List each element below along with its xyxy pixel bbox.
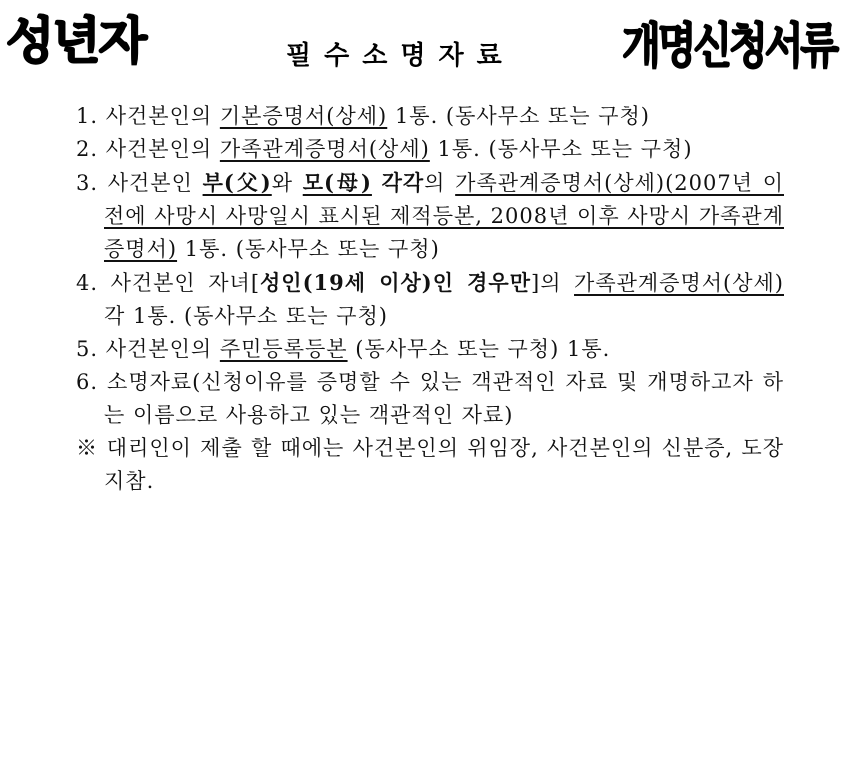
item-document: 가족관계증명서(상세) bbox=[219, 137, 430, 161]
item-number: 4. bbox=[76, 271, 99, 295]
item-prefix: 사건본인의 bbox=[105, 137, 213, 161]
proxy-note bbox=[76, 432, 784, 498]
document-list bbox=[76, 100, 784, 498]
list-item-5 bbox=[76, 333, 784, 366]
item-particle: 의 bbox=[424, 171, 446, 195]
note-text: 대리인이 제출 할 때에는 사건본인의 위임장, 사건본인의 신분증, 도장 지참. bbox=[104, 436, 784, 493]
item-number: 1. bbox=[76, 104, 99, 128]
item-text: 소명자료(신청이유를 증명할 수 있는 객관적인 자료 및 개명하고자 하는 이름으로 사용하고 있는 객관적인 자료) bbox=[104, 370, 784, 427]
item-close: ]의 bbox=[531, 271, 562, 295]
list-item-1 bbox=[76, 100, 784, 133]
item-document: 가족관계증명서(상세) bbox=[574, 271, 784, 295]
list-item-2 bbox=[76, 133, 784, 166]
item-prefix: 사건본인 자녀[ bbox=[110, 271, 261, 295]
item-suffix: (동사무소 또는 구청) 1통. bbox=[355, 337, 611, 361]
header bbox=[0, 0, 844, 90]
item-prefix: 사건본인의 bbox=[105, 337, 213, 361]
item-suffix: 각 1통. (동사무소 또는 구청) bbox=[104, 304, 388, 328]
item-number: 2. bbox=[76, 137, 99, 161]
item-number: 3. bbox=[76, 171, 99, 195]
item-suffix: 1통. (동사무소 또는 구청) bbox=[184, 237, 440, 261]
list-item-6 bbox=[76, 366, 784, 432]
item-conjunction: 와 bbox=[271, 171, 294, 195]
reference-mark-icon: ※ bbox=[76, 436, 99, 460]
item-number: 5. bbox=[76, 337, 99, 361]
name-change-documents-title: 개명신청서류 bbox=[622, 18, 836, 74]
item-number: 6. bbox=[76, 370, 99, 394]
item-condition: 성인(19세 이상)인 경우만 bbox=[260, 270, 532, 295]
item-suffix: 1통. (동사무소 또는 구청) bbox=[394, 104, 650, 128]
list-item-3 bbox=[76, 166, 784, 266]
item-each: 각각 bbox=[381, 170, 425, 195]
adult-title: 성년자 bbox=[6, 12, 145, 70]
item-document: 기본증명서(상세) bbox=[219, 104, 388, 128]
item-document: 가족관계증명서(상세)(2007년 이전에 사망시 사망일시 표시된 제적등본, 2008년 이후 사망시 가족관계증명서) bbox=[104, 171, 784, 261]
item-father: 부(父) bbox=[202, 170, 272, 195]
list-item-4 bbox=[76, 266, 784, 333]
item-document: 주민등록등본 bbox=[219, 337, 348, 361]
page-title: 필수소명자료 bbox=[286, 41, 515, 71]
item-suffix: 1통. (동사무소 또는 구청) bbox=[437, 137, 693, 161]
item-prefix: 사건본인 bbox=[107, 171, 193, 195]
item-mother: 모(母) bbox=[302, 170, 372, 195]
item-prefix: 사건본인의 bbox=[105, 104, 213, 128]
